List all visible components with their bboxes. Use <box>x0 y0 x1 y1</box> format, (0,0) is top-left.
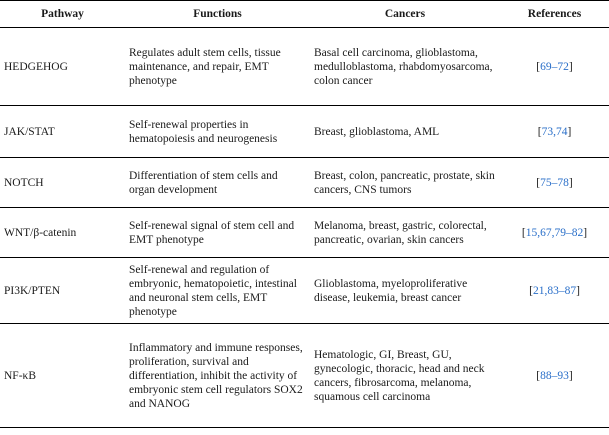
functions-cell: Regulates adult stem cells, tissue maintenance, and repair, EMT phenotype <box>125 28 310 106</box>
cancers-cell: Breast, colon, pancreatic, prostate, skin cancers, CNS tumors <box>310 158 500 208</box>
pathway-cell: NF-κB <box>0 324 125 428</box>
functions-cell: Self-renewal signal of stem cell and EMT phenotype <box>125 208 310 258</box>
cancers-cell: Basal cell carcinoma, glioblastoma, medulloblastoma, rhabdomyosarcoma, colon cancer <box>310 28 500 106</box>
references-cell: [21,83–87] <box>500 258 609 324</box>
references-cell: [15,67,79–82] <box>500 208 609 258</box>
cancers-cell: Glioblastoma, myeloproliferative disease, leukemia, breast cancer <box>310 258 500 324</box>
reference-link[interactable]: 69–72 <box>540 60 569 73</box>
table-row <box>0 208 609 258</box>
pathway-cell: HEDGEHOG <box>0 28 125 106</box>
reference-link[interactable]: 15,67,79–82 <box>525 226 584 239</box>
header-cancers: Cancers <box>310 1 500 28</box>
reference-link[interactable]: 21,83–87 <box>532 284 577 297</box>
reference-link[interactable]: 73,74 <box>541 125 568 138</box>
header-pathway: Pathway <box>0 1 125 28</box>
reference-link[interactable]: 88–93 <box>540 369 569 382</box>
functions-cell: Self-renewal and regulation of embryonic, hematopoietic, intestinal and neuronal stem cells, EMT phenotype <box>125 258 310 324</box>
table-row <box>0 158 609 208</box>
table-row <box>0 28 609 106</box>
reference-link[interactable]: 75–78 <box>540 176 569 189</box>
header-functions: Functions <box>125 1 310 28</box>
pathway-cell: NOTCH <box>0 158 125 208</box>
table-row <box>0 258 609 324</box>
references-cell: [69–72] <box>500 28 609 106</box>
table-row <box>0 106 609 158</box>
table-row <box>0 324 609 428</box>
header-references: References <box>500 1 609 28</box>
header-row <box>0 1 609 28</box>
pathway-cell: JAK/STAT <box>0 106 125 158</box>
cancers-cell: Hematologic, GI, Breast, GU, gynecologic, thoracic, head and neck cancers, fibrosarcoma, melanoma, squamous cell carcinoma <box>310 324 500 428</box>
functions-cell: Inflammatory and immune responses, proliferation, survival and differentiation, inhibit the activity of embryonic stem cell regulators SOX2 and NANOG <box>125 324 310 428</box>
references-cell: [88–93] <box>500 324 609 428</box>
pathway-cell: PI3K/PTEN <box>0 258 125 324</box>
pathway-cell: WNT/β-catenin <box>0 208 125 258</box>
functions-cell: Self-renewal properties in hematopoiesis and neurogenesis <box>125 106 310 158</box>
functions-cell: Differentiation of stem cells and organ development <box>125 158 310 208</box>
cancers-cell: Melanoma, breast, gastric, colorectal, pancreatic, ovarian, skin cancers <box>310 208 500 258</box>
references-cell: [73,74] <box>500 106 609 158</box>
references-cell: [75–78] <box>500 158 609 208</box>
cancers-cell: Breast, glioblastoma, AML <box>310 106 500 158</box>
